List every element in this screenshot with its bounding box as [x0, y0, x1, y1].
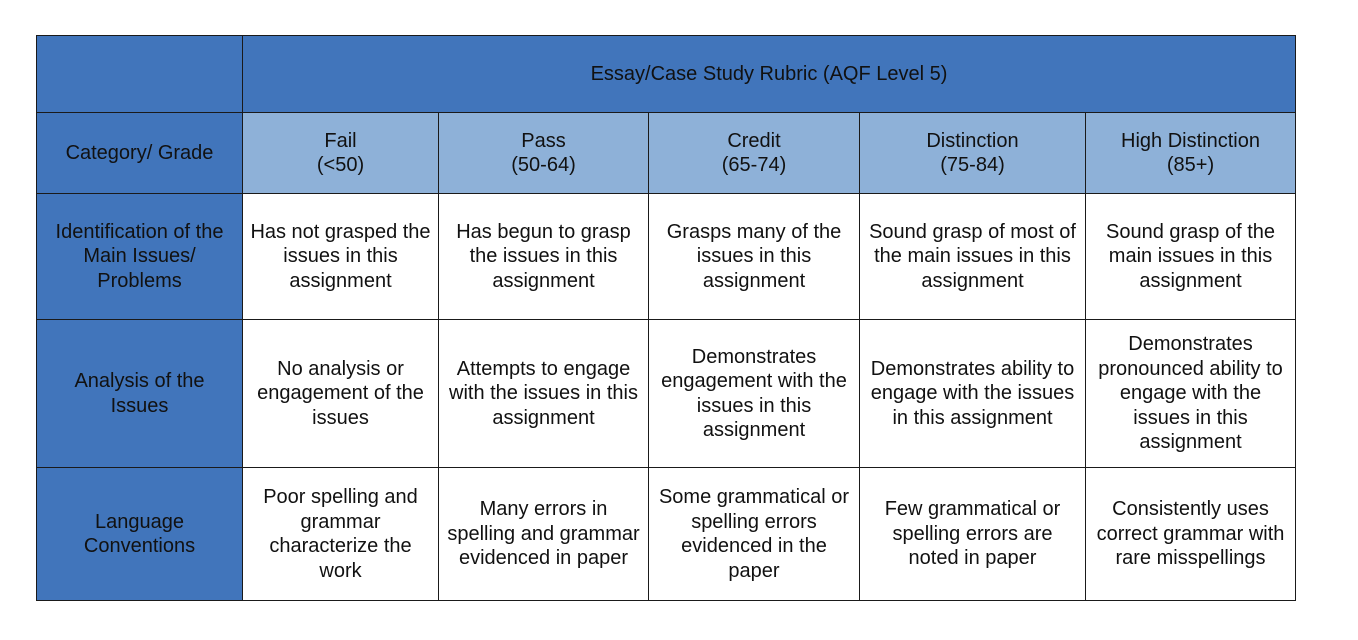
grade-range: (<50) — [316, 154, 365, 176]
table-cell: Grasps many of the issues in this assignment — [649, 194, 860, 320]
grade-header-distinction — [860, 113, 1086, 194]
table-cell: Has begun to grasp the issues in this assignment — [439, 194, 649, 320]
grade-range: (85+) — [1166, 154, 1215, 176]
grade-header-high-distinction — [1086, 113, 1296, 194]
table-cell: Consistently uses correct grammar with rare misspellings — [1086, 468, 1296, 601]
rubric-title: Essay/Case Study Rubric (AQF Level 5) — [243, 36, 1296, 113]
grade-range: (50-64) — [511, 154, 576, 176]
table-cell: Demonstrates ability to engage with the issues in this assignment — [860, 320, 1086, 468]
grade-header-fail — [243, 113, 439, 194]
table-cell: Sound grasp of the main issues in this assignment — [1086, 194, 1296, 320]
row-category: Language Conventions — [37, 468, 243, 601]
corner-cell — [37, 36, 243, 113]
table-cell: Poor spelling and grammar characterize the work — [243, 468, 439, 601]
title-row — [37, 36, 1296, 113]
grade-name: Credit — [727, 129, 781, 152]
category-grade-header: Category/ Grade — [37, 113, 243, 194]
grade-range: (65-74) — [721, 154, 787, 176]
table-cell: No analysis or engagement of the issues — [243, 320, 439, 468]
grade-name: Fail — [324, 129, 357, 152]
table-cell: Has not grasped the issues in this assignment — [243, 194, 439, 320]
table-row — [37, 320, 1296, 468]
grade-range: (75-84) — [940, 154, 1005, 176]
grade-name: Distinction — [926, 129, 1019, 152]
table-cell: Many errors in spelling and grammar evidenced in paper — [439, 468, 649, 601]
row-category: Analysis of the Issues — [37, 320, 243, 468]
table-cell: Some grammatical or spelling errors evidenced in the paper — [649, 468, 860, 601]
table-row — [37, 194, 1296, 320]
table-cell: Demonstrates pronounced ability to engage with the issues in this assignment — [1086, 320, 1296, 468]
table-cell: Demonstrates engagement with the issues in this assignment — [649, 320, 860, 468]
grade-name: High Distinction — [1121, 129, 1260, 152]
table-cell: Few grammatical or spelling errors are noted in paper — [860, 468, 1086, 601]
table-cell: Attempts to engage with the issues in this assignment — [439, 320, 649, 468]
grade-header-pass — [439, 113, 649, 194]
grade-header-row — [37, 113, 1296, 194]
rubric-table — [36, 35, 1296, 601]
grade-header-credit — [649, 113, 860, 194]
row-category: Identification of the Main Issues/ Problems — [37, 194, 243, 320]
table-row — [37, 468, 1296, 601]
table-cell: Sound grasp of most of the main issues in this assignment — [860, 194, 1086, 320]
grade-name: Pass — [521, 129, 566, 152]
